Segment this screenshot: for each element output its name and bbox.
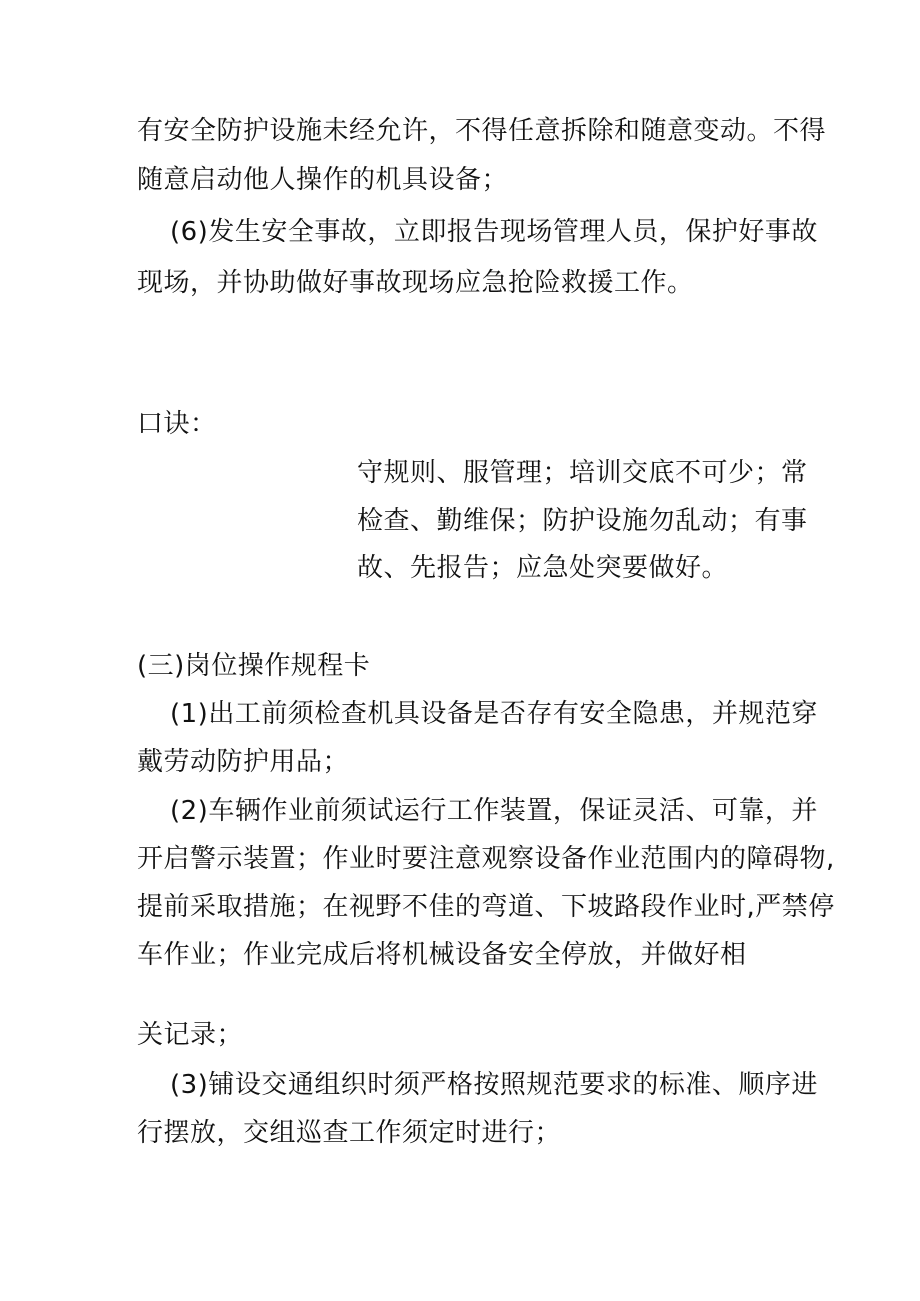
- paragraph-line: 随意启动他人操作的机具设备；: [137, 165, 509, 195]
- mnemonic-line: 故、先报告；应急处突要做好。: [357, 553, 729, 583]
- list-item-1-line: 戴劳动防护用品；: [137, 747, 350, 777]
- mnemonic-line: 守规则、服管理；培训交底不可少；常: [357, 458, 808, 488]
- list-item-3-line: 行摆放，交组巡查工作须定时进行；: [137, 1118, 562, 1148]
- list-item-1-line: (1)出工前须检查机具设备是否存有安全隐患，并规范穿: [170, 699, 818, 729]
- section-heading: (三)岗位操作规程卡: [137, 651, 371, 681]
- list-item-2-line: (2)车辆作业前须试运行工作装置，保证灵活、可靠，并: [170, 796, 818, 826]
- list-item-2-line: 车作业；作业完成后将机械设备安全停放，并做好相: [137, 940, 747, 970]
- mnemonic-label: 口诀：: [137, 409, 217, 439]
- list-item-6-line: (6)发生安全事故，立即报告现场管理人员，保护好事故: [170, 217, 818, 247]
- mnemonic-line: 检查、勤维保；防护设施勿乱动；有事: [357, 506, 808, 536]
- list-item-6-line: 现场，并协助做好事故现场应急抢险救援工作。: [137, 268, 694, 298]
- list-item-3-line: (3)铺设交通组织时须严格按照规范要求的标准、顺序进: [170, 1070, 818, 1100]
- list-item-2-line: 提前采取措施；在视野不佳的弯道、下坡路段作业时,严禁停: [137, 892, 835, 922]
- list-item-2-line: 关记录；: [137, 1020, 244, 1050]
- paragraph-line: 有安全防护设施未经允许，不得任意拆除和随意变动。不得: [137, 116, 827, 146]
- list-item-2-line: 开启警示装置；作业时要注意观察设备作业范围内的障碍物,: [137, 844, 835, 874]
